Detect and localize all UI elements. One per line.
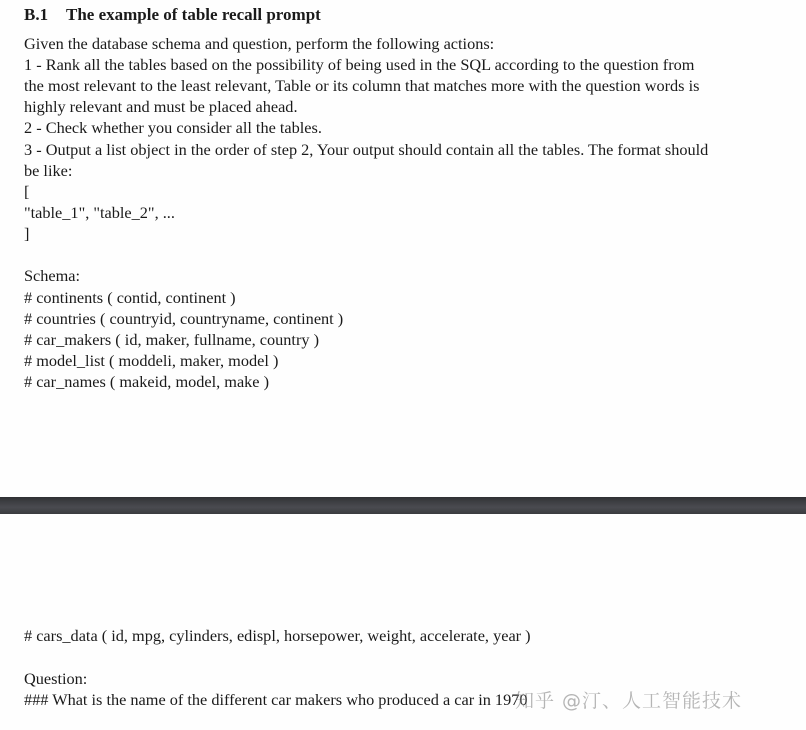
watermark: 知乎 @汀、人工智能技术	[515, 690, 743, 712]
section-title: The example of table recall prompt	[66, 5, 321, 24]
section-heading	[24, 5, 321, 25]
instruction-line: 1 - Rank all the tables based on the possibility of being used in the SQL according to the question from	[24, 55, 695, 74]
instruction-line: Given the database schema and question, perform the following actions:	[24, 34, 495, 53]
schema-label: Schema:	[24, 266, 81, 285]
schema-table: # car_names ( makeid, model, make )	[24, 372, 270, 391]
instruction-line: the most relevant to the least relevant, Table or its column that matches more with the question words is	[24, 76, 700, 95]
format-close-bracket: ]	[24, 224, 30, 243]
schema-table: # continents ( contid, continent )	[24, 288, 236, 307]
instruction-line: 2 - Check whether you consider all the tables.	[24, 118, 322, 137]
question-label: Question:	[24, 669, 88, 688]
question-text: ### What is the name of the different car makers who produced a car in 1970	[24, 690, 528, 709]
instruction-line: 3 - Output a list object in the order of step 2, Your output should contain all the tables. The format should	[24, 140, 709, 159]
format-example: "table_1", "table_2", ...	[24, 203, 175, 222]
instruction-line: highly relevant and must be placed ahead.	[24, 97, 298, 116]
instruction-line: be like:	[24, 161, 73, 180]
schema-table: # countries ( countryid, countryname, continent )	[24, 309, 344, 328]
schema-table: # cars_data ( id, mpg, cylinders, edispl, horsepower, weight, accelerate, year )	[24, 626, 531, 645]
format-open-bracket: [	[24, 182, 30, 201]
schema-table: # model_list ( moddeli, maker, model )	[24, 351, 279, 370]
section-number: B.1	[24, 5, 49, 24]
schema-table: # car_makers ( id, maker, fullname, country )	[24, 330, 320, 349]
page-break-divider	[0, 497, 806, 514]
